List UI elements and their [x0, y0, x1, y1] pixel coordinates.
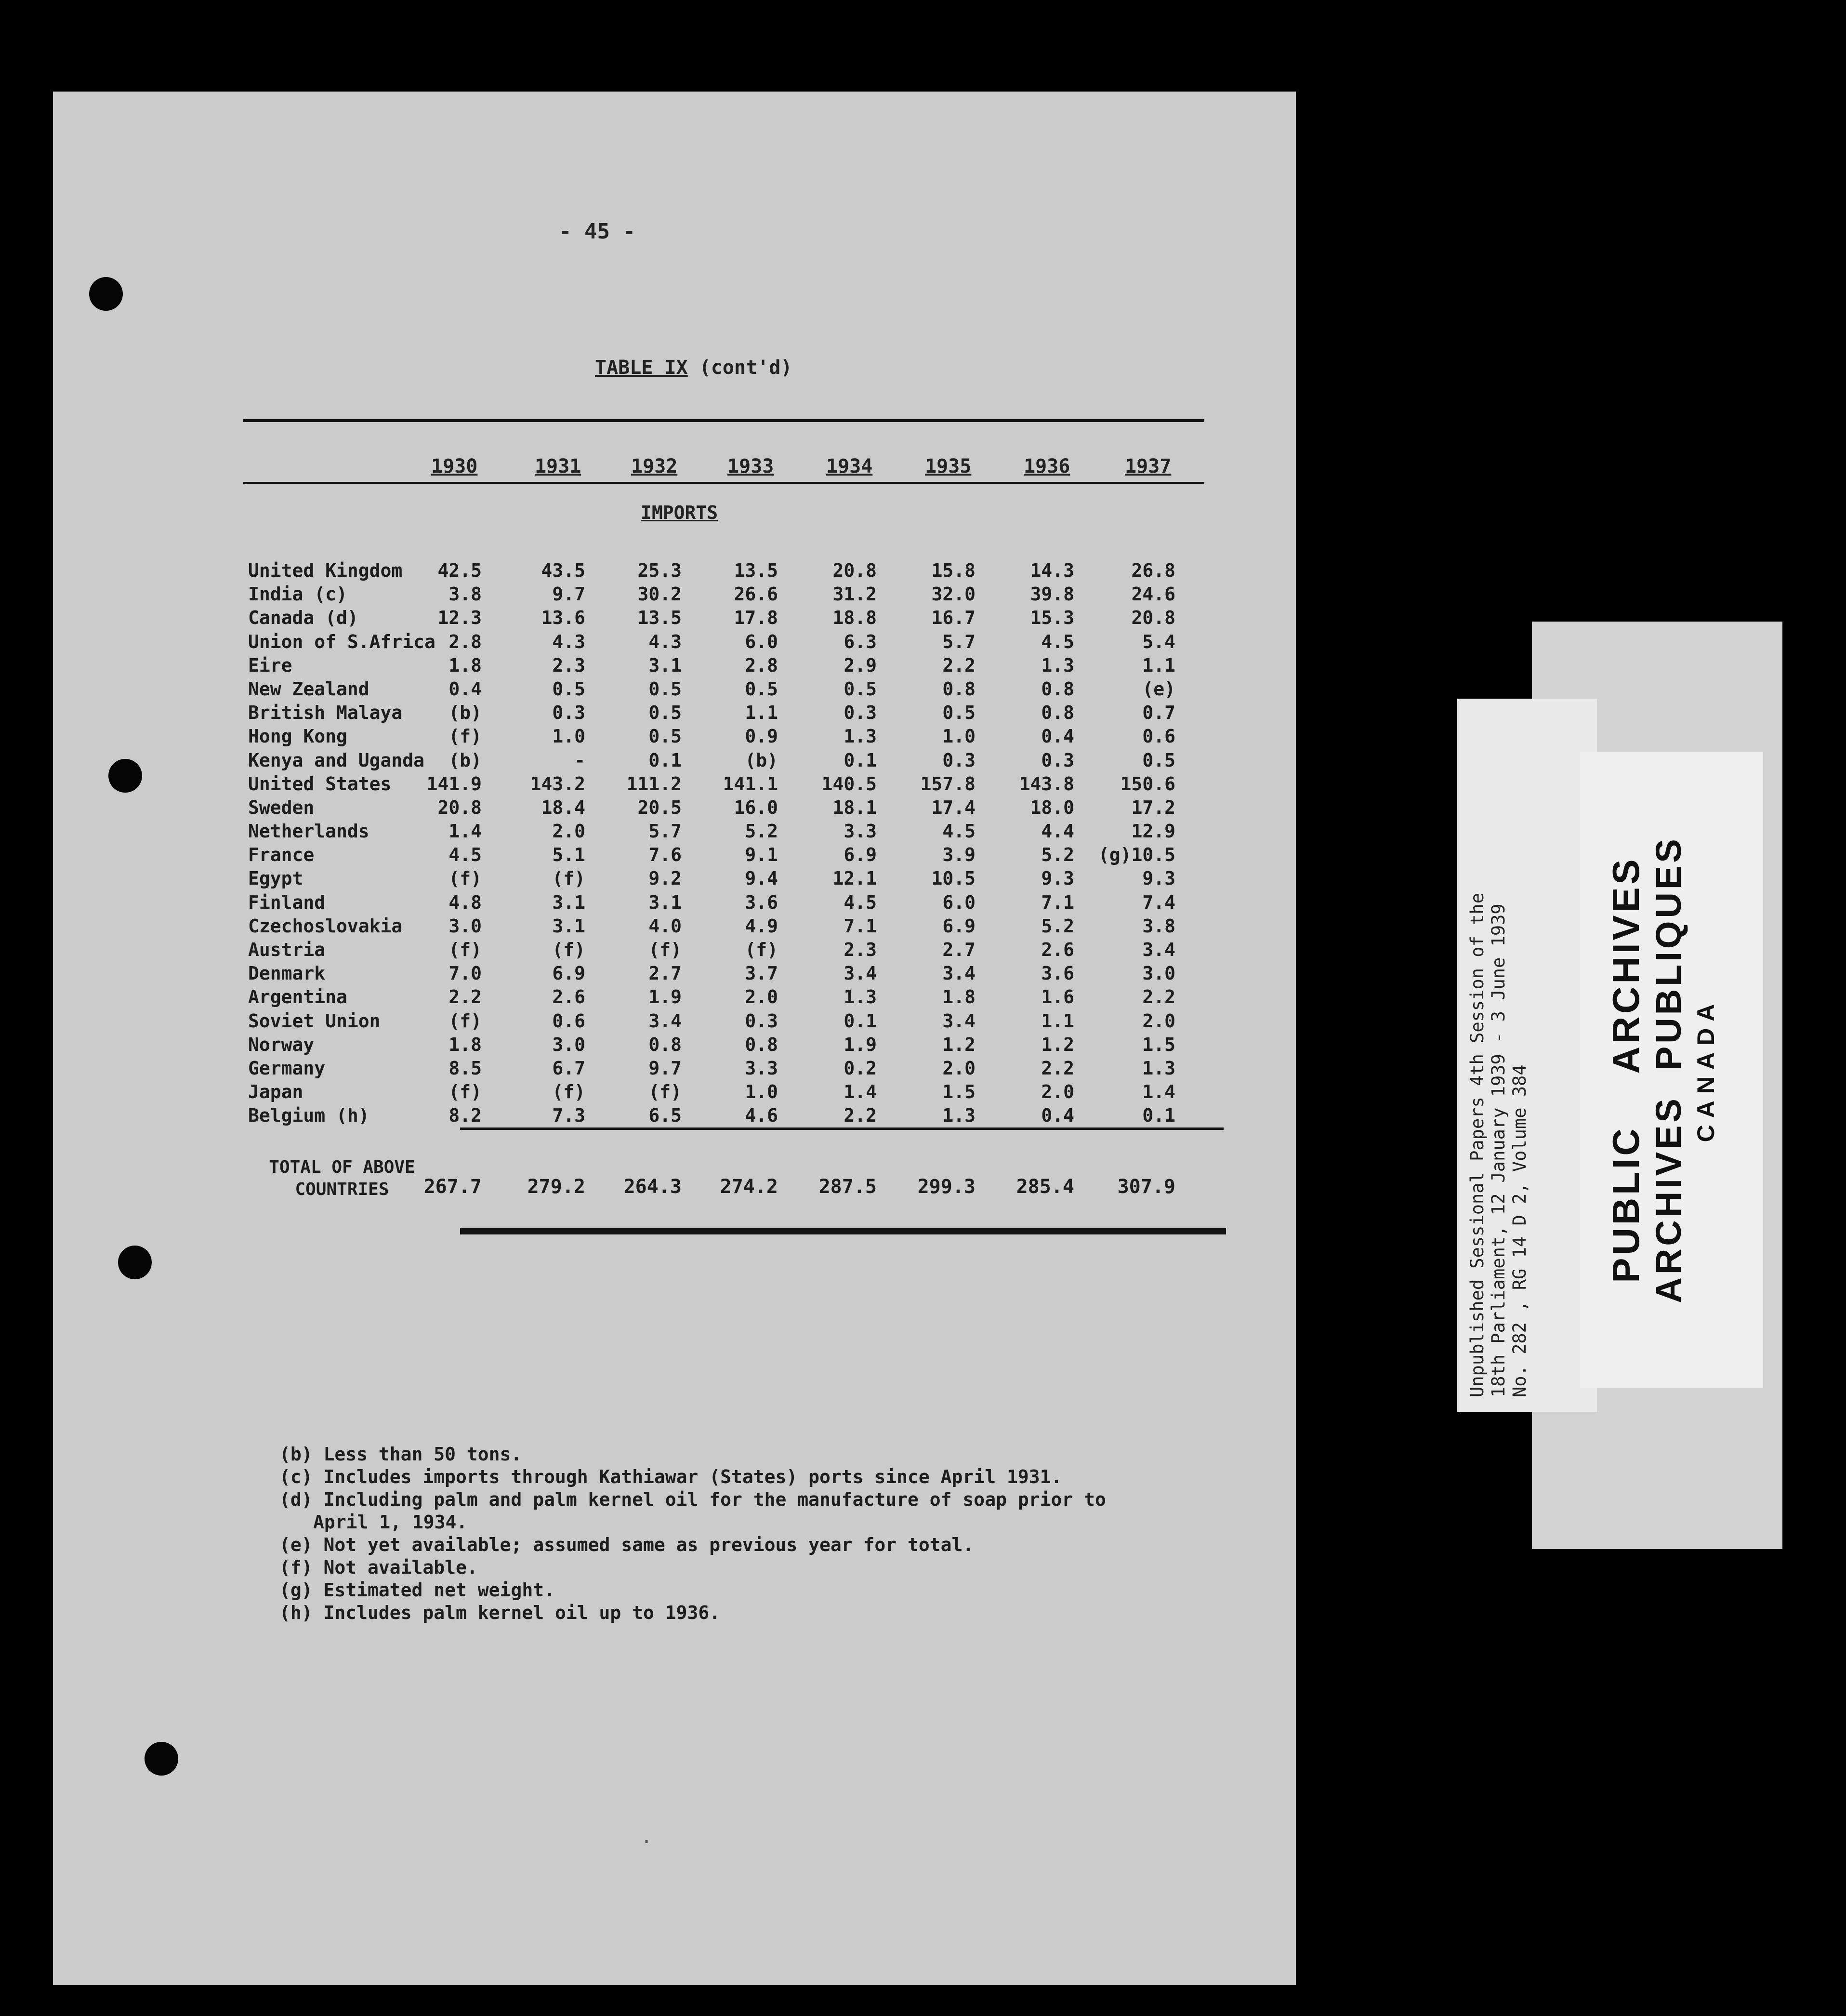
- table-cell: 5.1: [552, 844, 585, 866]
- table-cell: 4.5: [1041, 631, 1074, 652]
- country-label: United States: [248, 773, 392, 795]
- table-cell: (f): [448, 1081, 482, 1103]
- year-header: 1936: [1024, 455, 1070, 477]
- table-cell: (b): [448, 702, 482, 724]
- table-cell: 2.0: [745, 986, 778, 1008]
- country-label: Eire: [248, 654, 292, 676]
- table-cell: 0.8: [745, 1034, 778, 1055]
- table-cell: (f): [552, 939, 585, 960]
- table-cell: 16.7: [931, 607, 976, 629]
- table-cell: 7.1: [844, 915, 877, 937]
- table-cell: 0.3: [1041, 749, 1074, 771]
- table-cell: (f): [448, 726, 482, 747]
- table-cell: 3.4: [942, 1010, 976, 1032]
- country-label: Finland: [248, 891, 326, 913]
- punch-hole: [108, 759, 142, 793]
- table-cell: 4.8: [448, 891, 482, 913]
- country-label: Canada (d): [248, 607, 358, 629]
- table-cell: 0.3: [552, 702, 585, 724]
- table-cell: 150.6: [1120, 773, 1175, 795]
- table-cell: 1.3: [1142, 1057, 1175, 1079]
- archives-stamp-text: [1580, 752, 1763, 1388]
- country-label: Japan: [248, 1081, 303, 1103]
- table-cell: 3.9: [942, 844, 976, 866]
- page-number: - 45 -: [559, 219, 635, 244]
- smudge-mark: ·: [641, 1831, 653, 1853]
- table-cell: 3.1: [648, 654, 682, 676]
- table-cell: 4.5: [942, 821, 976, 842]
- table-cell: 1.9: [844, 1034, 877, 1055]
- table-cell: 12.3: [437, 607, 482, 629]
- table-cell: 1.5: [942, 1081, 976, 1103]
- table-cell: 2.7: [648, 963, 682, 984]
- table-cell: 1.0: [942, 726, 976, 747]
- table-cell: 0.2: [844, 1057, 877, 1079]
- table-cell: 15.8: [931, 560, 976, 581]
- table-cell: 2.3: [552, 654, 585, 676]
- table-cell: 5.4: [1142, 631, 1175, 652]
- table-cell: 2.0: [552, 821, 585, 842]
- table-cell: 0.1: [648, 749, 682, 771]
- table-cell: 3.1: [648, 891, 682, 913]
- table-cell: 0.8: [942, 678, 976, 700]
- country-label: British Malaya: [248, 702, 403, 724]
- total-row: [248, 1171, 1260, 1200]
- table-cell: 3.4: [844, 963, 877, 984]
- table-cell: 3.3: [844, 821, 877, 842]
- table-cell: 141.1: [723, 773, 778, 795]
- table-cell: 20.5: [637, 796, 682, 818]
- table-cell: 5.7: [942, 631, 976, 652]
- country-label: United Kingdom: [248, 560, 403, 581]
- table-cell: 1.4: [844, 1081, 877, 1103]
- table-cell: 0.8: [648, 1034, 682, 1055]
- year-header: 1934: [826, 455, 873, 477]
- header-rule: [243, 482, 1204, 484]
- table-cell: 157.8: [920, 773, 976, 795]
- footnote: April 1, 1934.: [313, 1512, 468, 1533]
- table-cell: 4.0: [648, 915, 682, 937]
- table-cell: 6.0: [745, 631, 778, 652]
- table-cell: 3.6: [1041, 963, 1074, 984]
- table-cell: 3.4: [942, 963, 976, 984]
- table-cell: 7.4: [1142, 891, 1175, 913]
- table-cell: 2.0: [1041, 1081, 1074, 1103]
- total-cell: 285.4: [1016, 1176, 1074, 1198]
- table-cell: 5.7: [648, 821, 682, 842]
- table-cell: 1.3: [844, 986, 877, 1008]
- table-cell: (g)10.5: [1098, 844, 1175, 866]
- table-cell: 4.3: [648, 631, 682, 652]
- country-label: Sweden: [248, 796, 315, 818]
- table-cell: 1.3: [1041, 654, 1074, 676]
- table-cell: 4.9: [745, 915, 778, 937]
- punch-hole: [145, 1742, 178, 1776]
- country-label: Norway: [248, 1034, 315, 1055]
- table-cell: 2.8: [745, 654, 778, 676]
- table-cell: 1.2: [942, 1034, 976, 1055]
- country-label: Germany: [248, 1057, 326, 1079]
- table-cell: 1.8: [448, 654, 482, 676]
- table-cell: 1.2: [1041, 1034, 1074, 1055]
- total-cell: 287.5: [818, 1176, 877, 1198]
- table-cell: 0.7: [1142, 702, 1175, 724]
- table-cell: 6.0: [942, 891, 976, 913]
- archive-label-line2: 18th Parliament, 12 January 1939 - 3 June 1939: [1488, 903, 1509, 1397]
- country-label: France: [248, 844, 315, 866]
- table-cell: 2.2: [942, 654, 976, 676]
- footnote: (f) Not available.: [279, 1557, 478, 1578]
- table-cell: 18.8: [832, 607, 877, 629]
- section-heading: IMPORTS: [641, 502, 718, 523]
- table-cell: 18.0: [1030, 796, 1074, 818]
- table-cell: 43.5: [541, 560, 585, 581]
- table-cell: 4.4: [1041, 821, 1074, 842]
- footnotes: [279, 1443, 1106, 1624]
- table-cell: 17.8: [734, 607, 778, 629]
- footnote: (g) Estimated net weight.: [279, 1579, 555, 1601]
- table-cell: (f): [552, 868, 585, 889]
- country-label: Egypt: [248, 868, 303, 889]
- country-label: Argentina: [248, 986, 347, 1008]
- table-cell: 141.9: [426, 773, 482, 795]
- table-cell: 3.4: [648, 1010, 682, 1032]
- table-cell: 13.5: [637, 607, 682, 629]
- table-cell: 4.5: [448, 844, 482, 866]
- table-cell: 0.4: [1041, 726, 1074, 747]
- table-cell: 0.9: [745, 726, 778, 747]
- total-cell: 274.2: [720, 1176, 778, 1198]
- table-cell: 0.8: [1041, 702, 1074, 724]
- table-cell: 18.1: [832, 796, 877, 818]
- table-cell: 12.1: [832, 868, 877, 889]
- table-cell: 143.8: [1019, 773, 1074, 795]
- table-title: [595, 357, 792, 379]
- table-cell: 6.3: [844, 631, 877, 652]
- table-cell: 4.5: [844, 891, 877, 913]
- table-cell: 0.4: [448, 678, 482, 700]
- table-cell: 3.8: [448, 584, 482, 605]
- table-cell: 0.6: [1142, 726, 1175, 747]
- stamp-line2: ARCHIVES PUBLIQUES: [1648, 836, 1688, 1303]
- table-cell: 3.1: [552, 915, 585, 937]
- total-cell: 299.3: [917, 1176, 976, 1198]
- table-cell: 3.6: [745, 891, 778, 913]
- punch-hole: [118, 1246, 152, 1279]
- table-cell: 26.8: [1131, 560, 1175, 581]
- table-cell: 20.8: [832, 560, 877, 581]
- total-cell: 279.2: [527, 1176, 585, 1198]
- table-cell: (f): [648, 1081, 682, 1103]
- table-cell: 5.2: [1041, 844, 1074, 866]
- table-cell: 0.3: [745, 1010, 778, 1032]
- country-label: Kenya and Uganda: [248, 749, 425, 771]
- country-label: Union of S.Africa: [248, 631, 435, 652]
- table-cell: 5.2: [745, 821, 778, 842]
- table-cell: 6.9: [552, 963, 585, 984]
- table-cell: 2.0: [1142, 1010, 1175, 1032]
- table-cell: 6.9: [844, 844, 877, 866]
- country-label: New Zealand: [248, 678, 369, 700]
- table-cell: 5.2: [1041, 915, 1074, 937]
- table-cell: 17.4: [931, 796, 976, 818]
- country-label: Denmark: [248, 963, 326, 984]
- table-cell: 0.5: [844, 678, 877, 700]
- year-header: 1933: [727, 455, 774, 477]
- table-cell: 0.5: [648, 678, 682, 700]
- country-label: Hong Kong: [248, 726, 347, 747]
- table-title-main: TABLE IX: [595, 357, 688, 379]
- table-cell: 3.0: [1142, 963, 1175, 984]
- stamp-line3: CANADA: [1692, 997, 1719, 1142]
- country-label: Soviet Union: [248, 1010, 381, 1032]
- table-cell: 16.0: [734, 796, 778, 818]
- table-cell: 2.7: [942, 939, 976, 960]
- table-cell: 140.5: [821, 773, 877, 795]
- table-cell: 0.3: [942, 749, 976, 771]
- table-cell: 6.7: [552, 1057, 585, 1079]
- table-cell: (b): [745, 749, 778, 771]
- table-cell: 7.6: [648, 844, 682, 866]
- table-cell: 0.1: [1142, 1105, 1175, 1127]
- table-cell: (e): [1142, 678, 1175, 700]
- archive-label-line3: No. 282 , RG 14 D 2, Volume 384: [1509, 1064, 1530, 1397]
- year-header: 1930: [431, 455, 478, 477]
- table-cell: (f): [448, 1010, 482, 1032]
- footnote: (e) Not yet available; assumed same as previous year for total.: [279, 1534, 974, 1555]
- table-cell: (f): [448, 868, 482, 889]
- country-label: Czechoslovakia: [248, 915, 403, 937]
- table-cell: 31.2: [832, 584, 877, 605]
- table-cell: 1.3: [942, 1105, 976, 1127]
- table-cell: (f): [448, 939, 482, 960]
- table-cell: (f): [552, 1081, 585, 1103]
- country-label: Belgium (h): [248, 1105, 369, 1127]
- table-cell: 2.2: [448, 986, 482, 1008]
- table-cell: 25.3: [637, 560, 682, 581]
- table-cell: 13.6: [541, 607, 585, 629]
- table-cell: 10.5: [931, 868, 976, 889]
- archive-label-text: [1457, 699, 1597, 1412]
- table-title-suffix: (cont'd): [699, 357, 792, 379]
- table-cell: 9.1: [745, 844, 778, 866]
- table-cell: 7.3: [552, 1105, 585, 1127]
- table-cell: 4.6: [745, 1105, 778, 1127]
- table-cell: 6.5: [648, 1105, 682, 1127]
- table-cell: 12.9: [1131, 821, 1175, 842]
- table-cell: 1.0: [745, 1081, 778, 1103]
- table-cell: 8.2: [448, 1105, 482, 1127]
- table-cell: 3.0: [552, 1034, 585, 1055]
- table-cell: 39.8: [1030, 584, 1074, 605]
- table-cell: 42.5: [437, 560, 482, 581]
- table-cell: 24.6: [1131, 584, 1175, 605]
- footnote: (d) Including palm and palm kernel oil for the manufacture of soap prior to: [279, 1489, 1106, 1510]
- table-cell: (b): [448, 749, 482, 771]
- table-cell: 3.4: [1142, 939, 1175, 960]
- table-cell: 3.1: [552, 891, 585, 913]
- table-cell: 2.6: [1041, 939, 1074, 960]
- year-header: 1931: [535, 455, 581, 477]
- table-cell: 30.2: [637, 584, 682, 605]
- country-label: Austria: [248, 939, 326, 960]
- table-cell: 3.3: [745, 1057, 778, 1079]
- table-cell: 14.3: [1030, 560, 1074, 581]
- table-cell: 9.7: [648, 1057, 682, 1079]
- country-label: Netherlands: [248, 821, 369, 842]
- table-cell: 2.6: [552, 986, 585, 1008]
- table-cell: 143.2: [530, 773, 585, 795]
- table-cell: (f): [648, 939, 682, 960]
- table-cell: 0.5: [552, 678, 585, 700]
- table-cell: 1.1: [1142, 654, 1175, 676]
- table-cell: 2.3: [844, 939, 877, 960]
- table-cell: 1.3: [844, 726, 877, 747]
- total-label-line2: COUNTRIES: [295, 1180, 389, 1199]
- table-cell: 1.8: [448, 1034, 482, 1055]
- top-rule: [243, 419, 1204, 422]
- table-cell: 26.6: [734, 584, 778, 605]
- table-cell: 111.2: [626, 773, 682, 795]
- table-cell: 32.0: [931, 584, 976, 605]
- table-cell: 18.4: [541, 796, 585, 818]
- table-cell: 2.8: [448, 631, 482, 652]
- table-cell: 20.8: [437, 796, 482, 818]
- archive-label: [1457, 699, 1597, 1412]
- year-header: 1932: [631, 455, 678, 477]
- table-cell: 3.8: [1142, 915, 1175, 937]
- table-cell: 1.8: [942, 986, 976, 1008]
- table-cell: 0.1: [844, 1010, 877, 1032]
- footnote: (c) Includes imports through Kathiawar (States) ports since April 1931.: [279, 1466, 1062, 1487]
- bottom-rule: [460, 1228, 1226, 1234]
- table-cell: 9.4: [745, 868, 778, 889]
- table-cell: 2.2: [1142, 986, 1175, 1008]
- table-cell: 0.5: [648, 726, 682, 747]
- table-cell: 9.7: [552, 584, 585, 605]
- table-cell: 9.2: [648, 868, 682, 889]
- table-cell: 0.5: [745, 678, 778, 700]
- footnote: (h) Includes palm kernel oil up to 1936.: [279, 1602, 721, 1623]
- table-cell: 6.9: [942, 915, 976, 937]
- table-cell: 0.3: [844, 702, 877, 724]
- total-label-line1: TOTAL OF ABOVE: [269, 1157, 415, 1177]
- table-cell: 2.2: [844, 1105, 877, 1127]
- table-cell: 7.0: [448, 963, 482, 984]
- table-cell: 9.3: [1142, 868, 1175, 889]
- table-cell: 1.1: [745, 702, 778, 724]
- stamp-line1: PUBLIC ARCHIVES: [1605, 856, 1647, 1283]
- table-cell: 0.5: [648, 702, 682, 724]
- table-cell: 0.8: [1041, 678, 1074, 700]
- table-cell: 0.5: [1142, 749, 1175, 771]
- table-cell: 1.0: [552, 726, 585, 747]
- table-cell: 0.5: [942, 702, 976, 724]
- total-cell: 307.9: [1117, 1176, 1175, 1198]
- table-cell: 15.3: [1030, 607, 1074, 629]
- punch-hole: [89, 277, 123, 311]
- table-cell: 0.4: [1041, 1105, 1074, 1127]
- table-cell: 2.0: [942, 1057, 976, 1079]
- table-cell: (f): [745, 939, 778, 960]
- total-cell: 264.3: [623, 1176, 682, 1198]
- table-cell: -: [574, 749, 585, 771]
- footnote: (b) Less than 50 tons.: [279, 1444, 522, 1465]
- table-cell: 1.9: [648, 986, 682, 1008]
- table-cell: 9.3: [1041, 868, 1074, 889]
- table-cell: 3.0: [448, 915, 482, 937]
- table-cell: 8.5: [448, 1057, 482, 1079]
- table-cell: 1.4: [1142, 1081, 1175, 1103]
- table-cell: 0.6: [552, 1010, 585, 1032]
- table-cell: 1.6: [1041, 986, 1074, 1008]
- total-rule: [460, 1127, 1224, 1130]
- table-cell: 1.5: [1142, 1034, 1175, 1055]
- table-cell: 17.2: [1131, 796, 1175, 818]
- table-cell: 13.5: [734, 560, 778, 581]
- table-cell: 3.7: [745, 963, 778, 984]
- archive-label-line1: Unpublished Sessional Papers 4th Session of the: [1467, 893, 1488, 1397]
- table-cell: 2.2: [1041, 1057, 1074, 1079]
- country-label: India (c): [248, 584, 347, 605]
- table-cell: 1.4: [448, 821, 482, 842]
- year-header: 1937: [1125, 455, 1172, 477]
- table-cell: 1.1: [1041, 1010, 1074, 1032]
- total-cell: 267.7: [423, 1176, 482, 1198]
- table-cell: 20.8: [1131, 607, 1175, 629]
- table-cell: 0.1: [844, 749, 877, 771]
- table-cell: 4.3: [552, 631, 585, 652]
- table-cell: 2.9: [844, 654, 877, 676]
- year-header: 1935: [925, 455, 972, 477]
- archives-stamp: [1580, 752, 1763, 1388]
- table-cell: 7.1: [1041, 891, 1074, 913]
